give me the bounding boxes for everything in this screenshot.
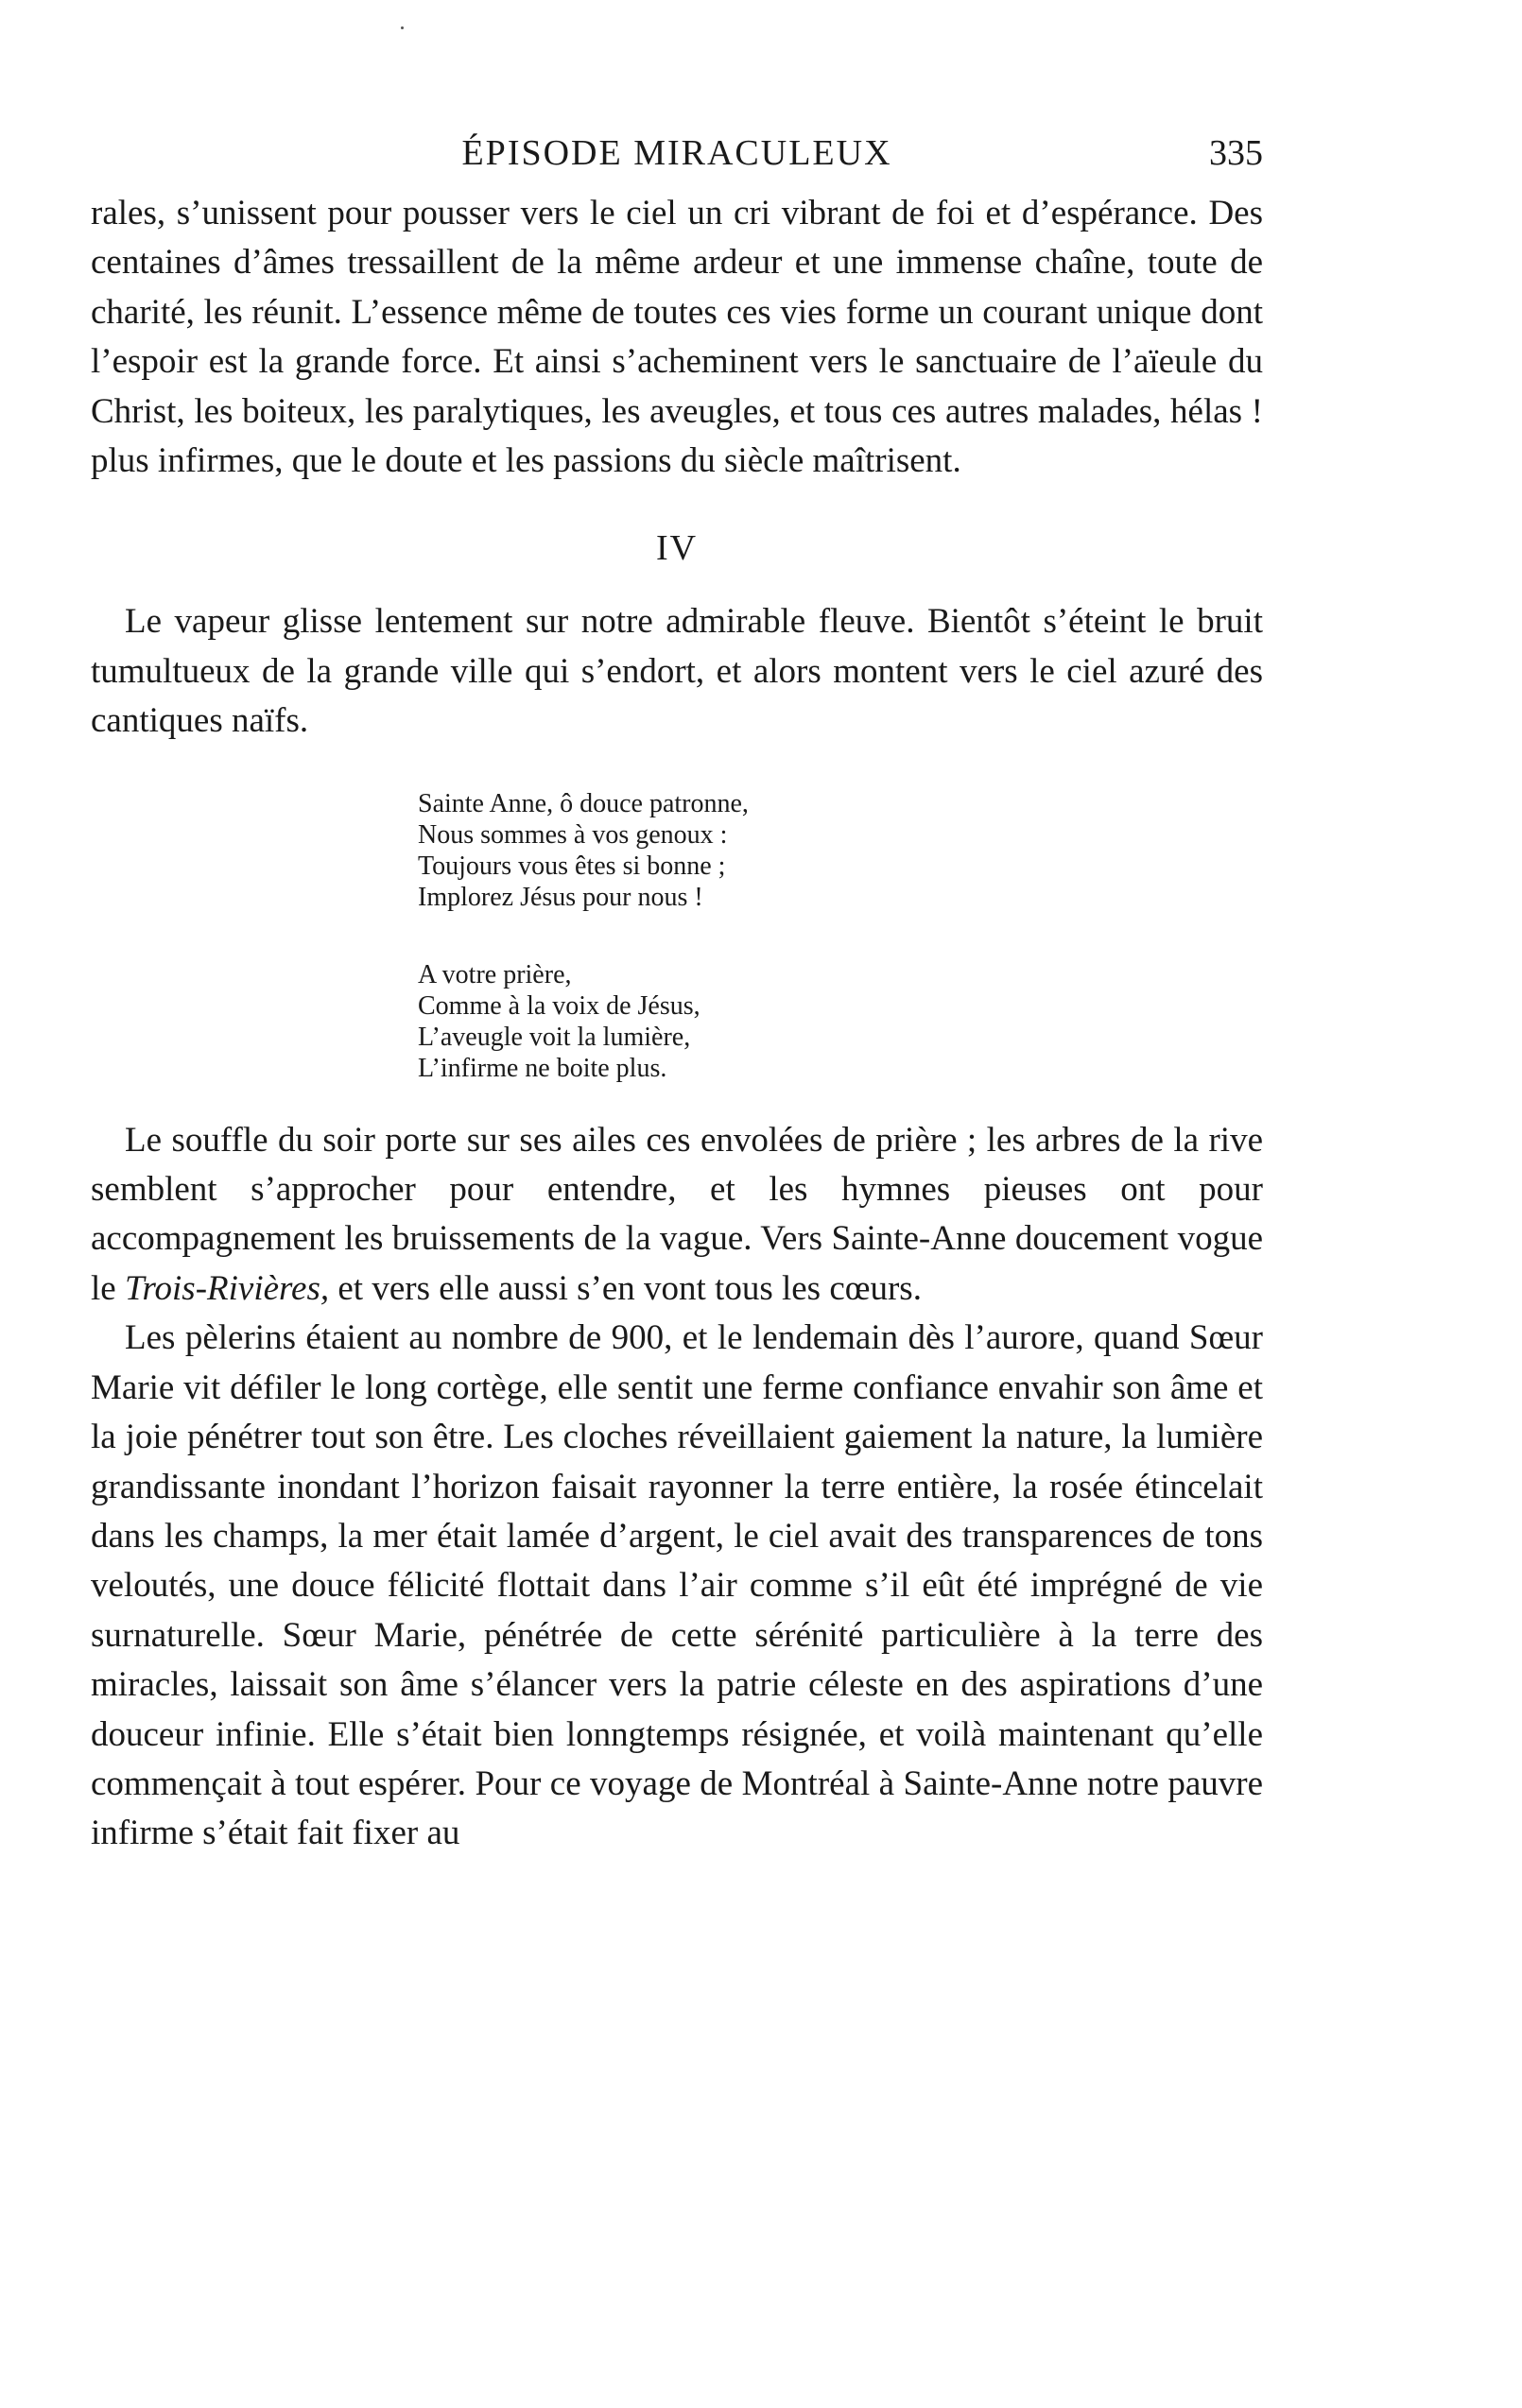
ship-name: Trois-Rivières, <box>124 1268 330 1308</box>
paragraph-continuation: rales, s’unissent pour pousser vers le ciel un cri vibrant de foi et d’espérance. Des centaines d’âmes tressaillent de la même ardeur et une immense chaîne, toute de charité, les réunit. L’essence même de toutes ces vies forme un courant unique dont l’espoir est la grande force. Et ainsi s’acheminent vers le sanctuaire de l’aïeule du Christ, les boiteux, les paralytiques, les aveugles, et tous ces autres malades, hélas ! plus infirmes, que le doute et les passions du siècle maîtrisent. <box>91 194 1263 481</box>
paragraph-steamer: Le vapeur glisse lentement sur notre admirable fleuve. Bientôt s’éteint le bruit tumultueux de la grande ville qui s’endort, et alors montent vers le ciel azuré des cantiques naïfs. <box>91 602 1263 741</box>
verse-stanza <box>418 788 1263 913</box>
page-number: 335 <box>1209 133 1263 173</box>
verse-line: Nous sommes à vos genoux : <box>418 819 728 850</box>
verse-line: L’aveugle voit la lumière, <box>418 1022 691 1052</box>
verse-line: A votre prière, <box>418 959 572 989</box>
verse-line: Implorez Jésus pour nous ! <box>418 882 703 912</box>
section-heading: IV <box>655 528 699 569</box>
verse-line: L’infirme ne boite plus. <box>418 1053 667 1083</box>
verse-line: Sainte Anne, ô douce patronne, <box>418 788 749 818</box>
running-title: ÉPISODE MIRACULEUX <box>461 133 892 173</box>
verse-line: Comme à la voix de Jésus, <box>418 990 700 1021</box>
book-page <box>91 132 1263 1859</box>
paragraph-text: Le souffle du soir porte sur ses ailes ces envolées de prière ; les arbres de la rive semblent s’approcher pour entendre, et les hymnes pieuses ont pour accompagnement les bruissements de la vague. Vers Sainte-Anne doucement vogue le <box>91 1120 1263 1308</box>
running-head <box>91 132 1263 189</box>
paper-speck <box>401 26 404 29</box>
verse-line: Toujours vous êtes si bonne ; <box>418 851 726 881</box>
paragraph-text: et vers elle aussi s’en vont tous les cœurs. <box>329 1268 922 1308</box>
paragraph-pilgrims: Les pèlerins étaient au nombre de 900, et le lendemain dès l’aurore, quand Sœur Marie vit défiler le long cortège, elle sentit une ferme confiance envahir son âme et la joie pénétrer tout son être. Les cloches réveillaient gaiement la nature, la lumière grandissante inondant l’horizon faisait rayonner la terre entière, la rosée étincelait dans les champs, la mer était lamée d’argent, le ciel avait des transparences de tons veloutés, une douce félicité flottait dans l’air comme s’il eût été imprégné de vie surnaturelle. Sœur Marie, pénétrée de cette sérénité particulière à la terre des miracles, laissait son âme s’élancer vers la patrie céleste en des aspirations d’une douceur infinie. Elle s’était bien lonngtemps résignée, et voilà maintenant qu’elle commençait à tout espérer. Pour ce voyage de Montréal à Sainte-Anne notre pauvre infirme s’était fait fixer au <box>91 1318 1263 1853</box>
paragraph-evening-breeze <box>91 1116 1263 1315</box>
hymn-verse <box>418 788 1263 1084</box>
verse-stanza <box>418 959 1263 1084</box>
